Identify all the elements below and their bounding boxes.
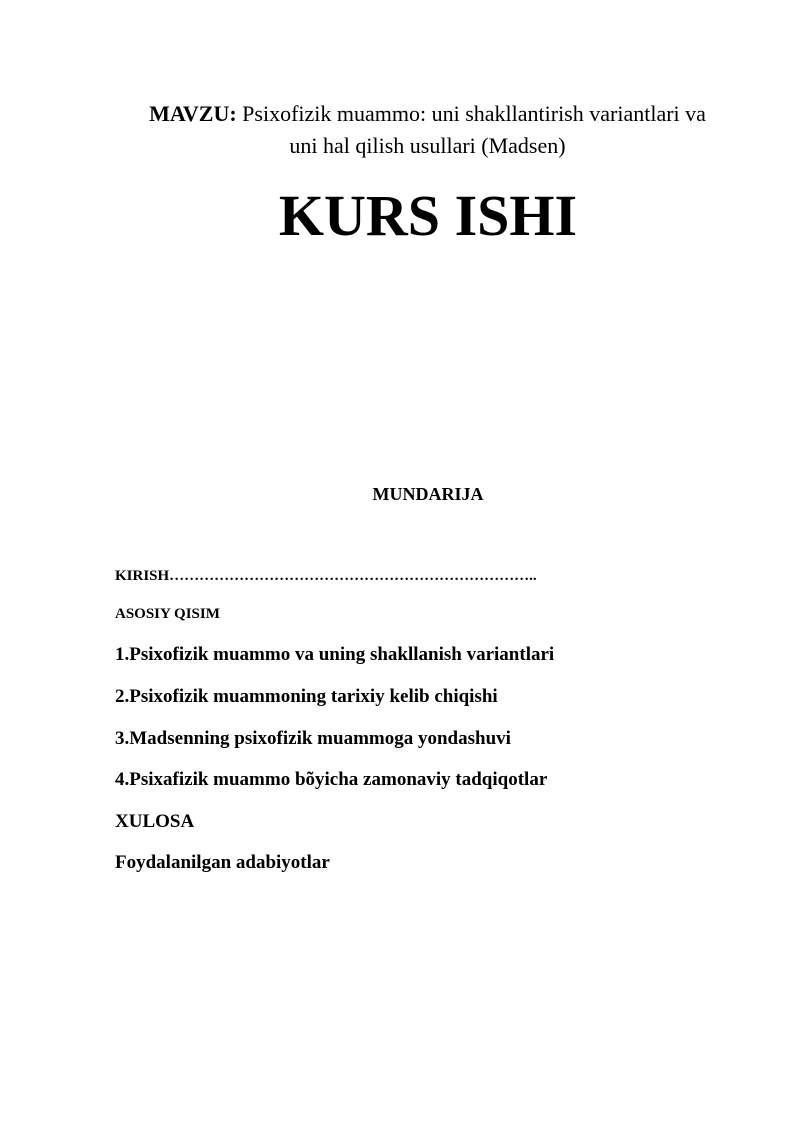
toc-item-xulosa: XULOSA bbox=[115, 811, 195, 832]
topic-text-1: Psixofizik muammo: uni shakllantirish variantlari va bbox=[242, 101, 706, 126]
topic-label: MAVZU: bbox=[149, 101, 237, 126]
toc-title: MUNDARIJA bbox=[372, 484, 484, 504]
toc-item-adabiyotlar: Foydalanilgan adabiyotlar bbox=[115, 852, 330, 873]
toc-item-asosiy-qisim: ASOSIY QISIM bbox=[115, 606, 220, 622]
topic-line-2: uni hal qilish usullari (Madsen) bbox=[289, 133, 566, 158]
toc-item-2: 2.Psixofizik muammoning tarixiy kelib chiqishi bbox=[115, 686, 498, 707]
toc-item-4: 4.Psixafizik muammo bõyicha zamonaviy tadqiqotlar bbox=[115, 769, 548, 790]
toc-item-3: 3.Madsenning psixofizik muammoga yondashuvi bbox=[115, 728, 511, 749]
document-title: KURS ISHI bbox=[278, 183, 578, 248]
toc-item-kirish: KIRISH……………………………………………………………….. bbox=[115, 568, 537, 584]
toc-item-1: 1.Psixofizik muammo va uning shakllanish variantlari bbox=[115, 644, 555, 665]
topic-line-1 bbox=[100, 98, 755, 130]
topic-heading bbox=[100, 98, 755, 162]
